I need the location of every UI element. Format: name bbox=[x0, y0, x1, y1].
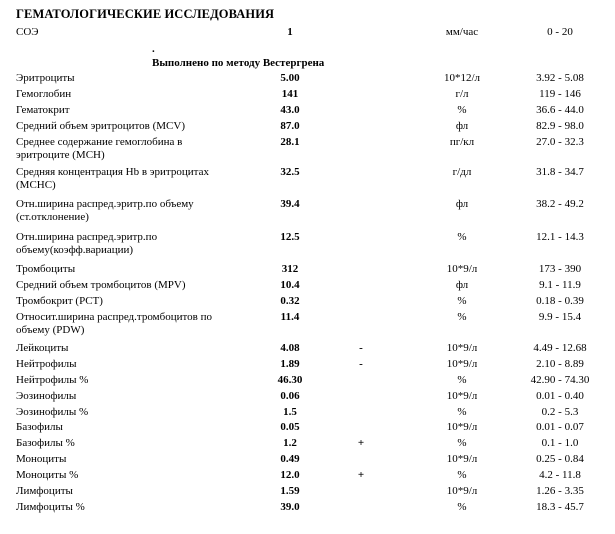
test-name: Нейтрофилы % bbox=[16, 374, 89, 386]
test-value: 1 bbox=[287, 26, 293, 38]
test-unit: % bbox=[457, 104, 467, 116]
test-unit: пг/кл bbox=[449, 136, 475, 148]
test-value: 43.0 bbox=[280, 104, 300, 116]
test-unit: фл bbox=[455, 198, 469, 210]
test-reference: 38.2 - 49.2 bbox=[536, 198, 584, 210]
test-name: Моноциты bbox=[16, 453, 67, 465]
test-reference: 2.10 - 8.89 bbox=[536, 358, 584, 370]
test-name: Базофилы % bbox=[16, 437, 75, 449]
test-name: Моноциты % bbox=[16, 469, 79, 481]
test-unit: г/дл bbox=[452, 166, 472, 178]
test-value: 141 bbox=[281, 88, 299, 100]
test-value: 5.00 bbox=[280, 72, 300, 84]
test-name: Гематокрит bbox=[16, 104, 70, 116]
test-unit: % bbox=[457, 374, 467, 386]
test-value: 87.0 bbox=[280, 120, 300, 132]
test-flag: + bbox=[357, 437, 365, 449]
test-reference: 1.26 - 3.35 bbox=[536, 485, 584, 497]
test-reference: 0.2 - 5.3 bbox=[541, 406, 579, 418]
test-unit: % bbox=[457, 501, 467, 513]
test-reference: 0.25 - 0.84 bbox=[536, 453, 584, 465]
test-name: Тромбокрит (PCT) bbox=[16, 295, 103, 307]
test-value: 32.5 bbox=[280, 166, 300, 178]
test-flag: - bbox=[359, 342, 363, 354]
test-name: Лейкоциты bbox=[16, 342, 69, 354]
test-unit: 10*9/л bbox=[446, 342, 478, 354]
test-value: 0.05 bbox=[280, 421, 300, 433]
test-reference: 0 - 20 bbox=[547, 26, 573, 38]
test-name: Тромбоциты bbox=[16, 263, 76, 275]
test-reference: 82.9 - 98.0 bbox=[536, 120, 584, 132]
test-name: Отн.ширина распред.эритр.по объему(коэфф.вариации) bbox=[16, 231, 158, 256]
test-name: Относит.ширина распред.тромбоцитов по объему (PDW) bbox=[16, 311, 212, 336]
test-reference: 27.0 - 32.3 bbox=[536, 136, 584, 148]
test-reference: 0.01 - 0.07 bbox=[536, 421, 584, 433]
test-unit: фл bbox=[455, 120, 469, 132]
test-value: 1.5 bbox=[283, 406, 297, 418]
test-unit: % bbox=[457, 311, 467, 323]
test-reference: 36.6 - 44.0 bbox=[536, 104, 584, 116]
test-value: 312 bbox=[281, 263, 299, 275]
test-name: Нейтрофилы bbox=[16, 358, 77, 370]
test-name: Эозинофилы % bbox=[16, 406, 89, 418]
test-reference: 18.3 - 45.7 bbox=[536, 501, 584, 513]
test-reference: 0.01 - 0.40 bbox=[536, 390, 584, 402]
test-reference: 31.8 - 34.7 bbox=[536, 166, 584, 178]
test-name: Лимфоциты % bbox=[16, 501, 85, 513]
test-name: Эритроциты bbox=[16, 72, 75, 84]
test-reference: 9.1 - 11.9 bbox=[539, 279, 581, 291]
test-name: Средний объем тромбоцитов (MPV) bbox=[16, 279, 186, 291]
test-unit: % bbox=[457, 295, 467, 307]
test-unit: 10*9/л bbox=[446, 358, 478, 370]
test-unit: % bbox=[457, 469, 467, 481]
test-name: Гемоглобин bbox=[16, 88, 72, 100]
test-unit: 10*12/л bbox=[443, 72, 481, 84]
method-note: Выполнено по методу Вестергрена bbox=[152, 57, 325, 69]
test-name: Средняя концентрация Hb в эритроцитах (MCHC) bbox=[16, 166, 209, 191]
test-unit: % bbox=[457, 231, 467, 243]
test-value: 1.2 bbox=[283, 437, 297, 449]
test-value: 0.49 bbox=[280, 453, 300, 465]
test-reference: 3.92 - 5.08 bbox=[536, 72, 584, 84]
test-value: 10.4 bbox=[280, 279, 300, 291]
test-name: Лимфоциты bbox=[16, 485, 73, 497]
test-value: 46.30 bbox=[277, 374, 303, 386]
test-reference: 12.1 - 14.3 bbox=[536, 231, 584, 243]
test-unit: фл bbox=[455, 279, 469, 291]
test-name: Отн.ширина распред.эритр.по объему (ст.отклонение) bbox=[16, 198, 194, 223]
test-name: Средний объем эритроцитов (MCV) bbox=[16, 120, 186, 132]
test-name: СОЭ bbox=[16, 26, 39, 38]
test-reference: 9.9 - 15.4 bbox=[538, 311, 582, 323]
test-value: 28.1 bbox=[280, 136, 300, 148]
test-name: Среднее содержание гемоглобина в эритроците (МСН) bbox=[16, 136, 183, 161]
test-name: Эозинофилы bbox=[16, 390, 77, 402]
test-unit: г/л bbox=[455, 88, 469, 100]
test-unit: 10*9/л bbox=[446, 390, 478, 402]
test-reference: 0.18 - 0.39 bbox=[536, 295, 584, 307]
test-name: Базофилы bbox=[16, 421, 63, 433]
test-unit: мм/час bbox=[445, 26, 479, 38]
test-unit: 10*9/л bbox=[446, 421, 478, 433]
test-unit: % bbox=[457, 406, 467, 418]
test-reference: 119 - 146 bbox=[539, 88, 581, 100]
method-dot: . bbox=[152, 43, 155, 55]
test-flag: + bbox=[357, 469, 365, 481]
test-value: 1.59 bbox=[280, 485, 300, 497]
test-reference: 0.1 - 1.0 bbox=[541, 437, 579, 449]
test-value: 12.5 bbox=[280, 231, 300, 243]
test-reference: 42.90 - 74.30 bbox=[530, 374, 590, 386]
test-value: 1.89 bbox=[280, 358, 300, 370]
test-value: 0.32 bbox=[280, 295, 300, 307]
test-reference: 4.2 - 11.8 bbox=[539, 469, 581, 481]
test-unit: 10*9/л bbox=[446, 485, 478, 497]
test-value: 39.4 bbox=[280, 198, 300, 210]
test-unit: % bbox=[457, 437, 467, 449]
test-value: 12.0 bbox=[280, 469, 300, 481]
test-value: 4.08 bbox=[280, 342, 300, 354]
test-unit: 10*9/л bbox=[446, 263, 478, 275]
test-flag: - bbox=[359, 358, 363, 370]
test-reference: 173 - 390 bbox=[538, 263, 582, 275]
test-value: 39.0 bbox=[280, 501, 300, 513]
test-value: 11.4 bbox=[280, 311, 300, 323]
section-title: ГЕМАТОЛОГИЧЕСКИЕ ИССЛЕДОВАНИЯ bbox=[16, 7, 275, 21]
test-reference: 4.49 - 12.68 bbox=[533, 342, 587, 354]
test-unit: 10*9/л bbox=[446, 453, 478, 465]
test-value: 0.06 bbox=[280, 390, 300, 402]
